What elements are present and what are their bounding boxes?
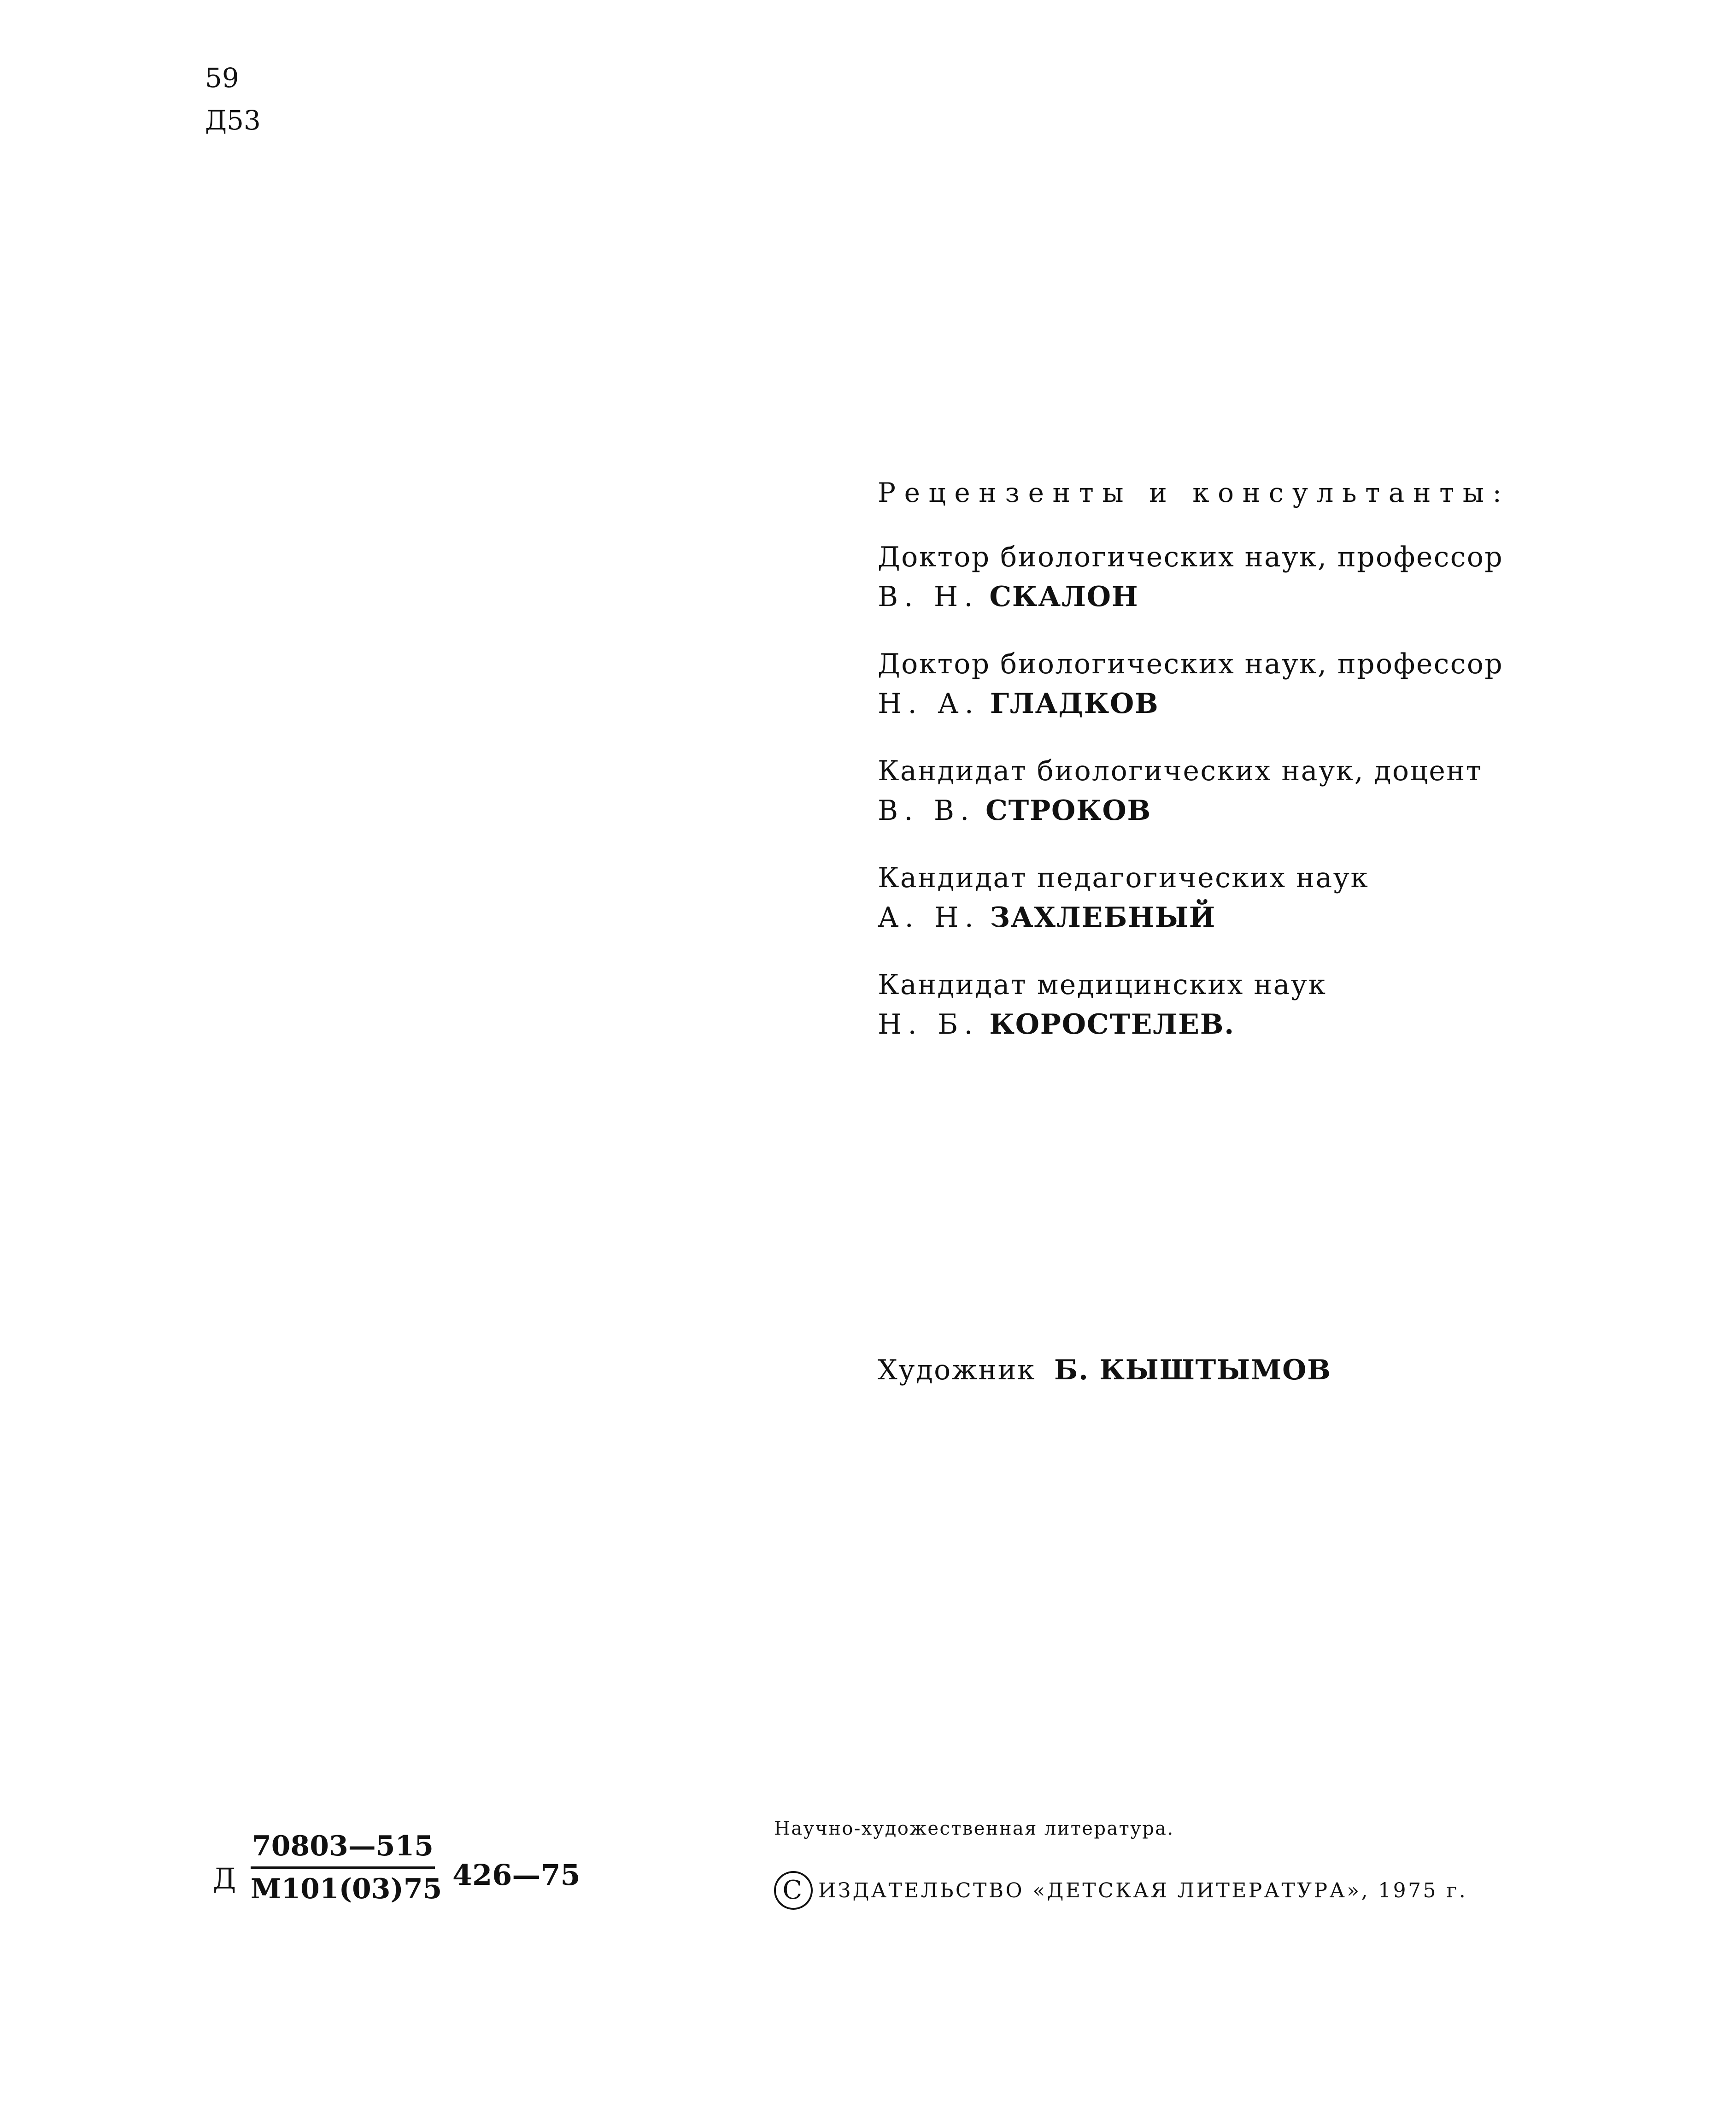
author-mark: Д53 <box>205 105 261 136</box>
reviewer-entry <box>878 644 1569 724</box>
catalog-suffix: 426—75 <box>452 1858 581 1892</box>
reviewer-title: Кандидат медицинских наук <box>878 969 1327 1001</box>
reviewers-heading: Рецензенты и консультанты: <box>878 477 1510 508</box>
artist-name: Б. КЫШТЫМОВ <box>1054 1354 1331 1386</box>
reviewer-title: Доктор биологических наук, профессор <box>878 541 1504 573</box>
copyright-icon: C <box>774 1871 813 1910</box>
reviewer-name <box>878 1005 1569 1044</box>
reviewer-title: Доктор биологических наук, профессор <box>878 648 1504 680</box>
reviewer-entry <box>878 858 1569 937</box>
reviewer-name <box>878 684 1569 724</box>
reviewer-name <box>878 898 1569 937</box>
catalog-fraction <box>251 1830 442 1906</box>
reviewers-section <box>878 479 1569 1072</box>
artist-label: Художник <box>878 1354 1036 1386</box>
reviewer-surname: ГЛАДКОВ <box>990 688 1159 720</box>
reviewer-surname: КОРОСТЕЛЕВ. <box>989 1008 1235 1041</box>
fraction-bar <box>251 1866 435 1869</box>
reviewer-surname: ЗАХЛЕБНЫЙ <box>990 901 1216 934</box>
reviewer-entry <box>878 537 1569 617</box>
reviewer-name <box>878 577 1569 617</box>
reviewer-entry <box>878 751 1569 830</box>
reviewer-initials: Н. Б. <box>878 1008 979 1041</box>
publisher-text: ИЗДАТЕЛЬСТВО «ДЕТСКАЯ ЛИТЕРАТУРА», 1975 г. <box>818 1878 1468 1902</box>
catalog-denominator: М101(03)75 <box>251 1873 442 1905</box>
publisher-line <box>774 1871 1467 1910</box>
reviewer-surname: СКАЛОН <box>989 581 1139 613</box>
classification-code: 59 <box>205 62 239 94</box>
reviewer-initials: В. В. <box>878 795 975 827</box>
reviewer-title: Кандидат педагогических наук <box>878 862 1369 894</box>
catalog-prefix: Д <box>213 1862 236 1895</box>
genre-note: Научно-художественная литература. <box>774 1818 1174 1839</box>
catalog-numerator: 70803—515 <box>252 1830 434 1862</box>
reviewer-surname: СТРОКОВ <box>985 795 1152 827</box>
reviewer-initials: Н. А. <box>878 688 979 720</box>
artist-credit <box>878 1354 1331 1386</box>
reviewer-title: Кандидат биологических наук, доцент <box>878 755 1483 787</box>
reviewer-initials: В. Н. <box>878 581 979 613</box>
reviewer-initials: А. Н. <box>878 901 979 934</box>
reviewer-name <box>878 791 1569 830</box>
reviewer-entry <box>878 965 1569 1044</box>
